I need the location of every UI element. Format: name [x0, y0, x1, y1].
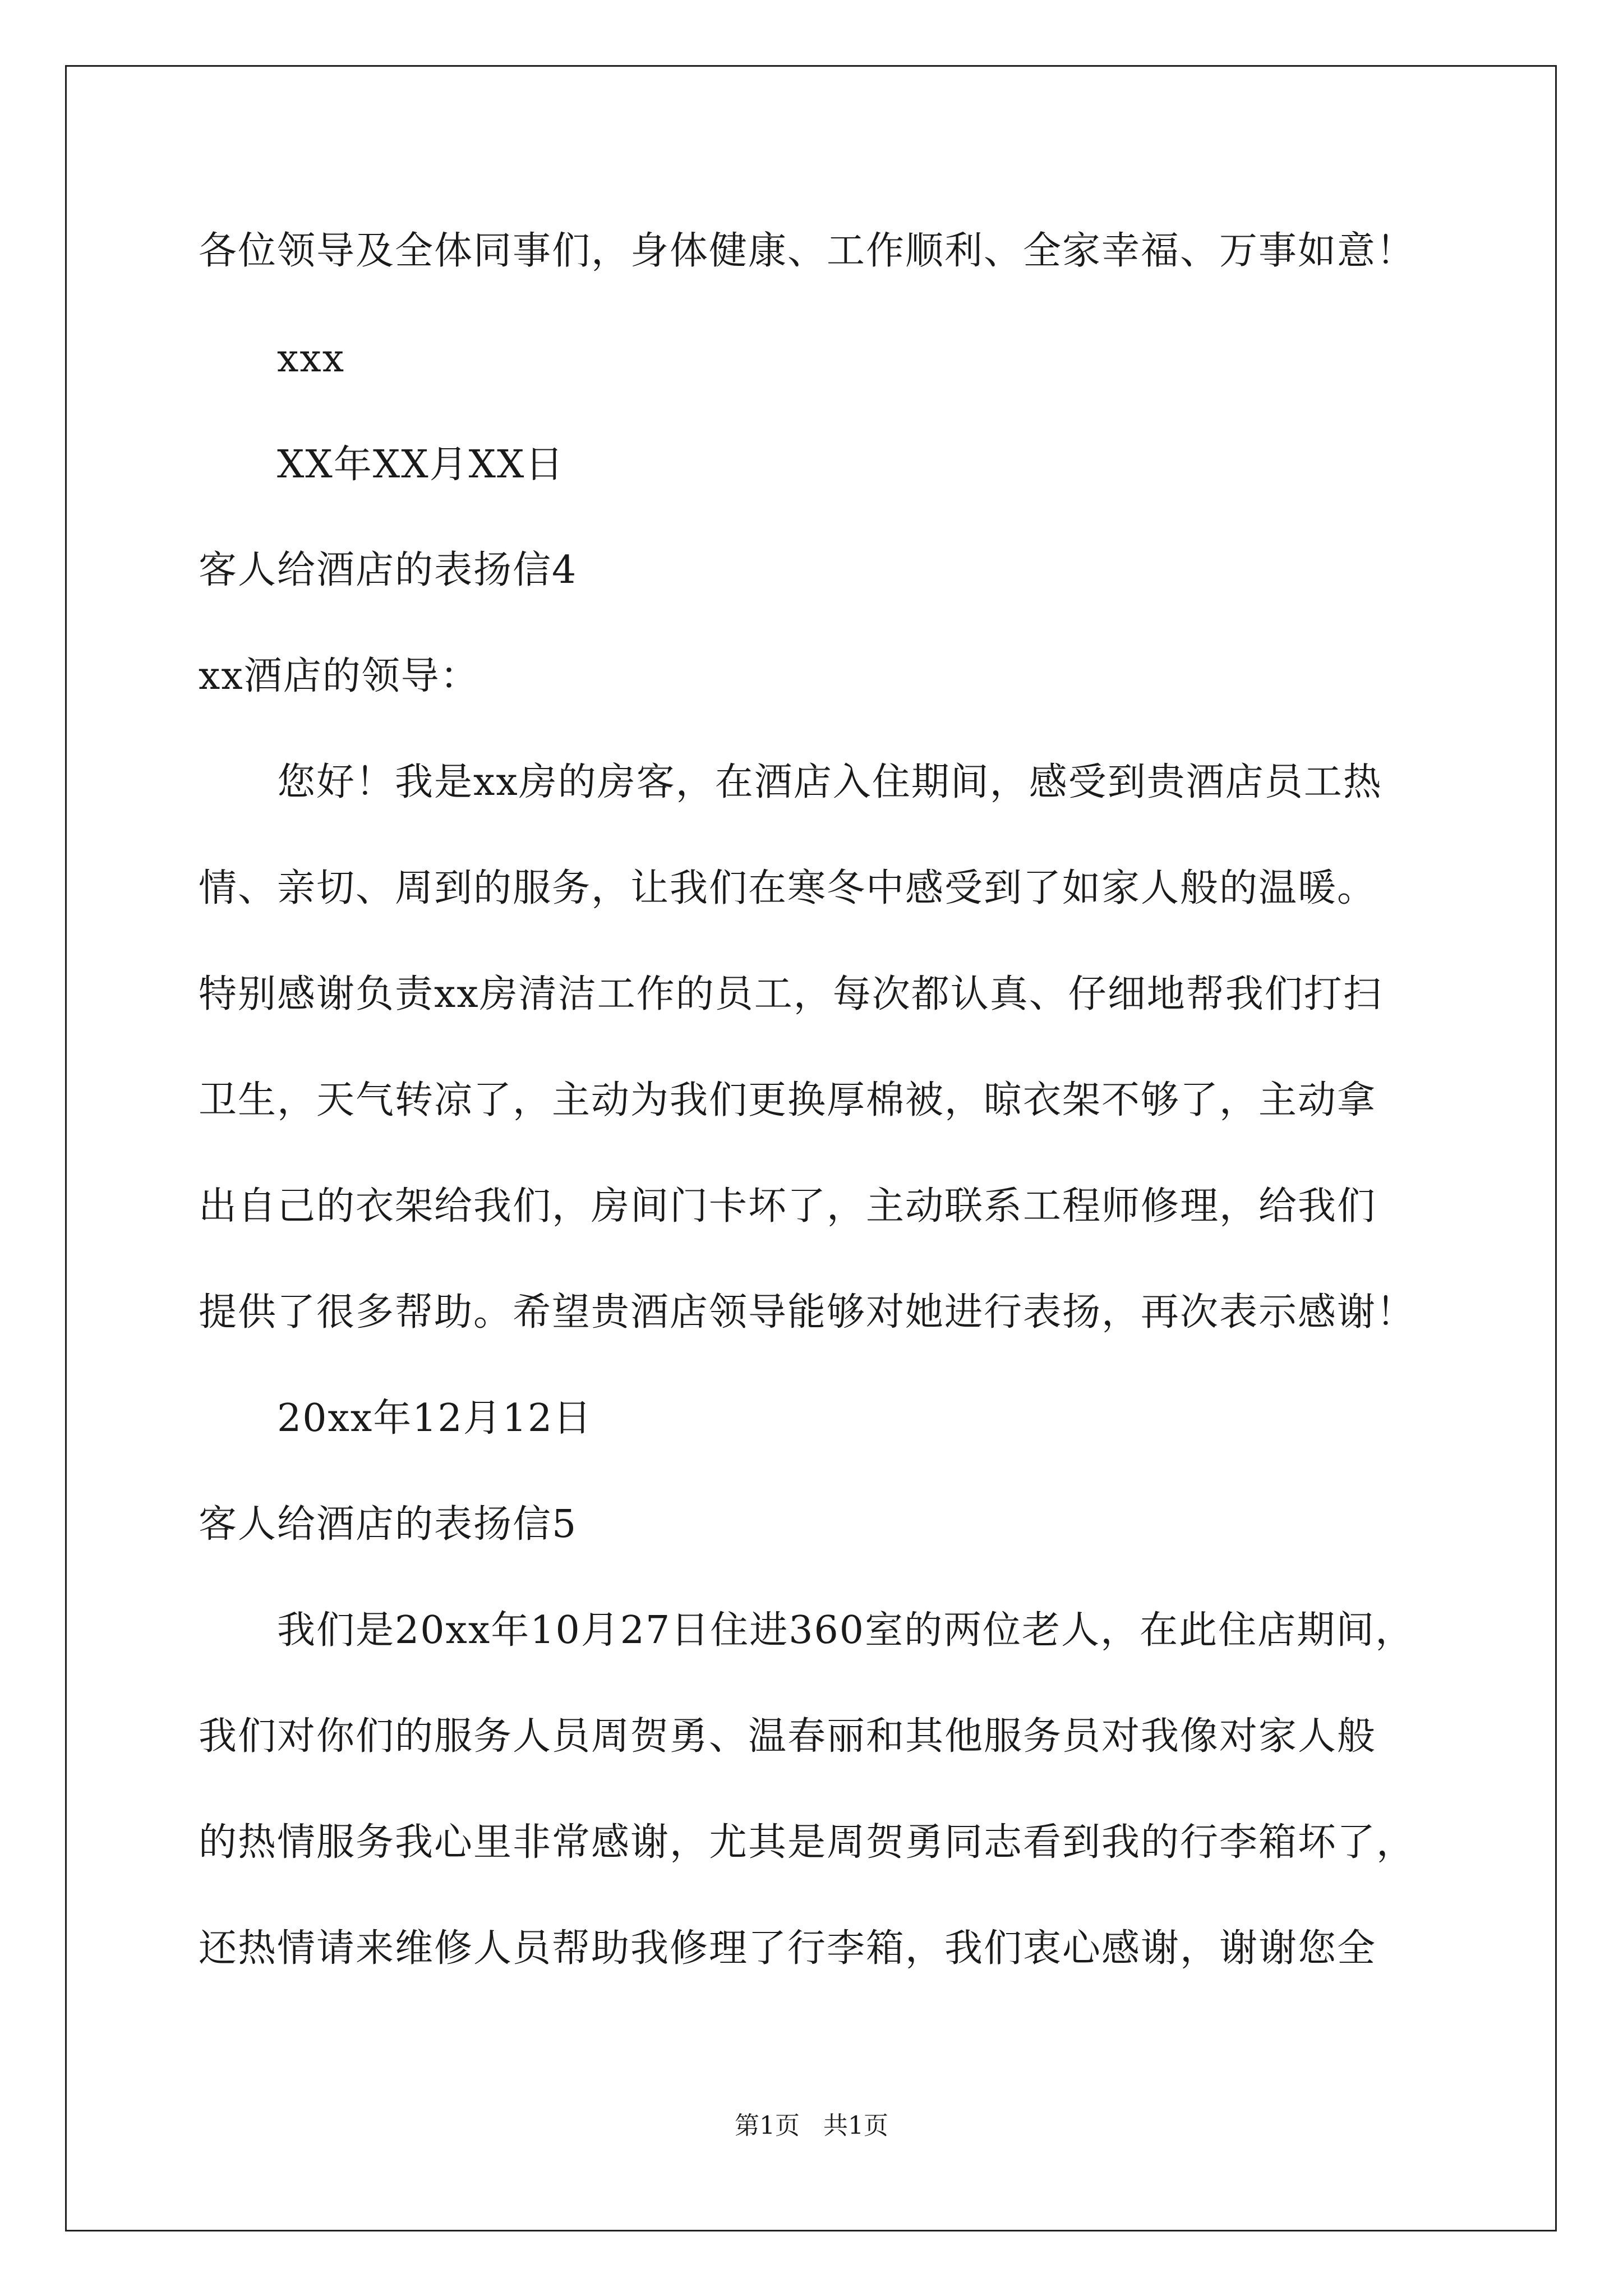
paragraph-line: 情、亲切、周到的服务，让我们在寒冬中感受到了如家人般的温暖。	[199, 866, 1377, 910]
text-line-salutation: xx酒店的领导：	[199, 654, 479, 698]
text-line-closing-wishes: 各位领导及全体同事们，身体健康、工作顺利、全家幸福、万事如意！	[199, 229, 1416, 273]
section-heading-letter-4: 客人给酒店的表扬信4	[199, 548, 578, 592]
paragraph-line: 我们对你们的服务人员周贺勇、温春丽和其他服务员对我像对家人般	[199, 1714, 1377, 1759]
page-number-footer: 第1页 共1页	[735, 2111, 888, 2140]
paragraph-line: 卫生，天气转凉了，主动为我们更换厚棉被，晾衣架不够了，主动拿	[199, 1078, 1377, 1122]
text-line-date: 20xx年12月12日	[277, 1396, 593, 1441]
text-line-date: XX年XX月XX日	[277, 443, 565, 487]
paragraph-line: 您好！我是xx房的房客，在酒店入住期间，感受到贵酒店员工热	[277, 760, 1382, 804]
paragraph-line: 出自己的衣架给我们，房间门卡坏了，主动联系工程师修理，给我们	[199, 1184, 1377, 1228]
section-heading-letter-5: 客人给酒店的表扬信5	[199, 1502, 578, 1547]
paragraph-line: 特别感谢负责xx房清洁工作的员工，每次都认真、仔细地帮我们打扫	[199, 972, 1382, 1016]
page-border	[65, 65, 1557, 2231]
paragraph-line: 提供了很多帮助。希望贵酒店领导能够对她进行表扬，再次表示感谢！	[199, 1290, 1416, 1335]
paragraph-line: 还热情请来维修人员帮助我修理了行李箱，我们衷心感谢，谢谢您全	[199, 1926, 1377, 1971]
paragraph-line: 的热情服务我心里非常感谢，尤其是周贺勇同志看到我的行李箱坏了，	[199, 1820, 1416, 1865]
text-line-signature: xxx	[277, 337, 345, 381]
paragraph-line: 我们是20xx年10月27日住进360室的两位老人，在此住店期间，	[277, 1608, 1415, 1653]
